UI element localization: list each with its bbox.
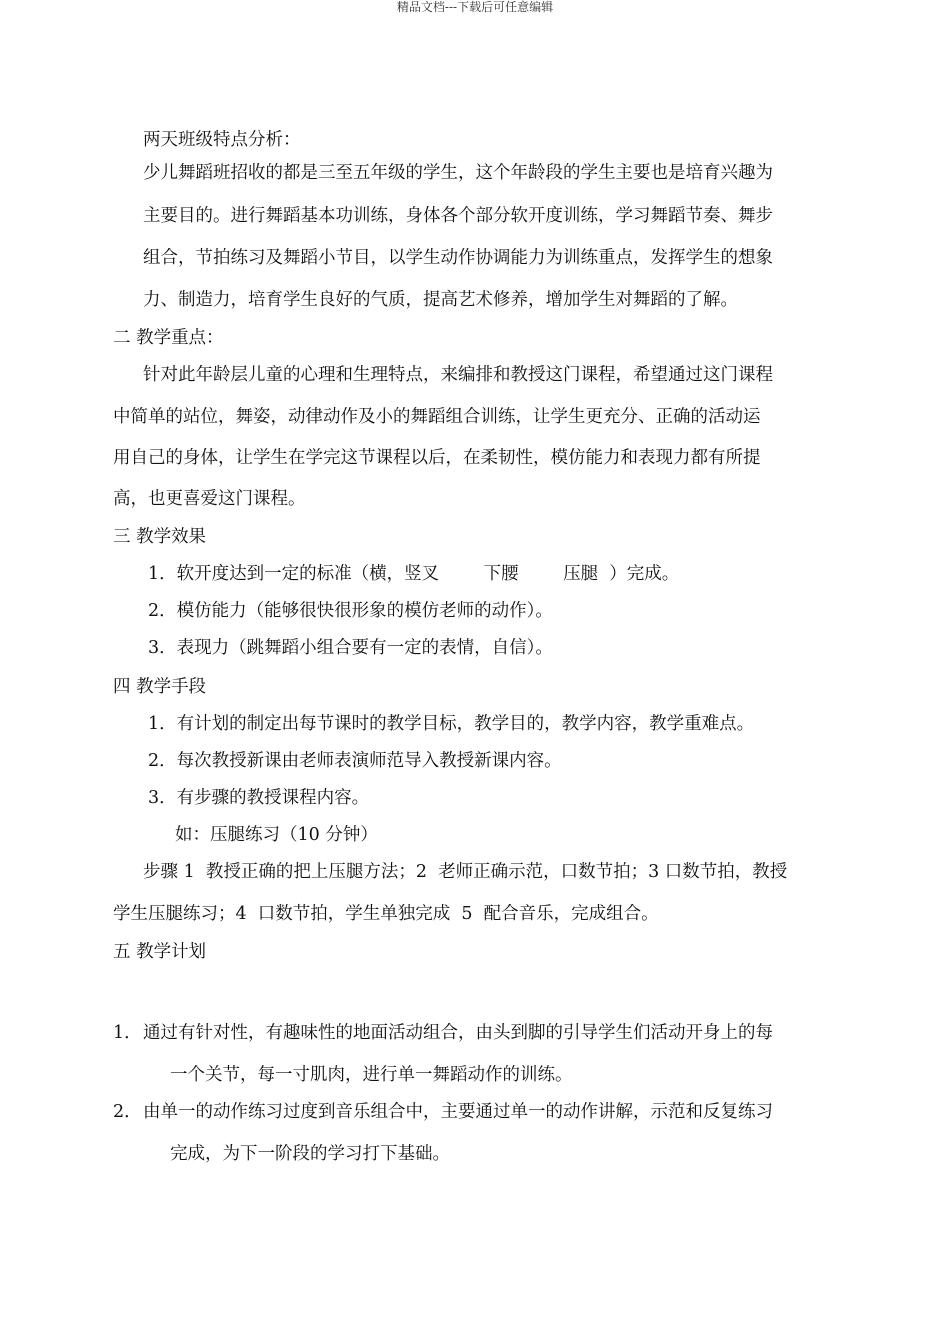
plan-item-line: 由单一的动作练习过度到音乐组合中，主要通过单一的动作讲解，示范和反复练习 xyxy=(143,1102,773,1122)
steps-line: 学生压腿练习；4 口数节拍，学生单独完成 5 配合音乐，完成组合。 xyxy=(113,904,659,924)
paragraph-line: 针对此年龄层儿童的心理和生理特点，来编排和教授这门课程，希望通过这门课程 xyxy=(143,365,773,385)
list-item: 3．有步骤的教授课程内容。 xyxy=(148,788,370,808)
intro-heading: 两天班级特点分析： xyxy=(143,130,301,150)
paragraph-line: 主要目的。进行舞蹈基本功训练，身体各个部分软开度训练，学习舞蹈节奏、舞步 xyxy=(143,206,773,226)
steps-line: 步骤 1 教授正确的把上压腿方法；2 老师正确示范，口数节拍；3 口数节拍，教授 xyxy=(143,862,788,882)
section-heading: 五 教学计划 xyxy=(113,942,207,962)
paragraph-line: 力、制造力，培育学生良好的气质，提高艺术修养，增加学生对舞蹈的了解。 xyxy=(143,290,738,310)
paragraph-line: 高，也更喜爱这门课程。 xyxy=(113,489,306,509)
list-item: 2．每次教授新课由老师表演师范导入教授新课内容。 xyxy=(148,751,562,771)
list-item: 3．表现力（跳舞蹈小组合要有一定的表情，自信）。 xyxy=(148,638,553,658)
paragraph-line: 用自己的身体，让学生在学完这节课程以后，在柔韧性，模仿能力和表现力都有所提 xyxy=(113,448,761,468)
plan-item-line: 完成，为下一阶段的学习打下基础。 xyxy=(170,1144,450,1164)
paragraph-line: 组合，节拍练习及舞蹈小节目，以学生动作协调能力为训练重点，发挥学生的想象 xyxy=(143,248,773,268)
section-heading: 二 教学重点： xyxy=(113,328,224,348)
list-item: 2．模仿能力（能够很快很形象的模仿老师的动作）。 xyxy=(148,601,553,621)
example-line: 如：压腿练习（10 分钟） xyxy=(175,825,378,845)
list-item: 1．软开度达到一定的标准（横，竖叉 下腰 压腿 ）完成。 xyxy=(148,564,680,584)
section-heading: 三 教学效果 xyxy=(113,527,207,547)
section-heading: 四 教学手段 xyxy=(113,677,207,697)
paragraph-line: 少儿舞蹈班招收的都是三至五年级的学生，这个年龄段的学生主要也是培育兴趣为 xyxy=(143,163,773,183)
plan-item-number: 2． xyxy=(113,1102,142,1122)
plan-item-line: 通过有针对性，有趣味性的地面活动组合，由头到脚的引导学生们活动开身上的每 xyxy=(143,1023,773,1043)
plan-item-number: 1． xyxy=(113,1023,142,1043)
list-item: 1．有计划的制定出每节课时的教学目标，教学目的，教学内容，教学重难点。 xyxy=(148,714,755,734)
page-header: 精品文档---下载后可任意编辑 xyxy=(396,0,554,14)
plan-item-line: 一个关节，每一寸肌肉，进行单一舞蹈动作的训练。 xyxy=(170,1065,573,1085)
paragraph-line: 中简单的站位，舞姿，动律动作及小的舞蹈组合训练，让学生更充分、正确的活动运 xyxy=(113,407,761,427)
